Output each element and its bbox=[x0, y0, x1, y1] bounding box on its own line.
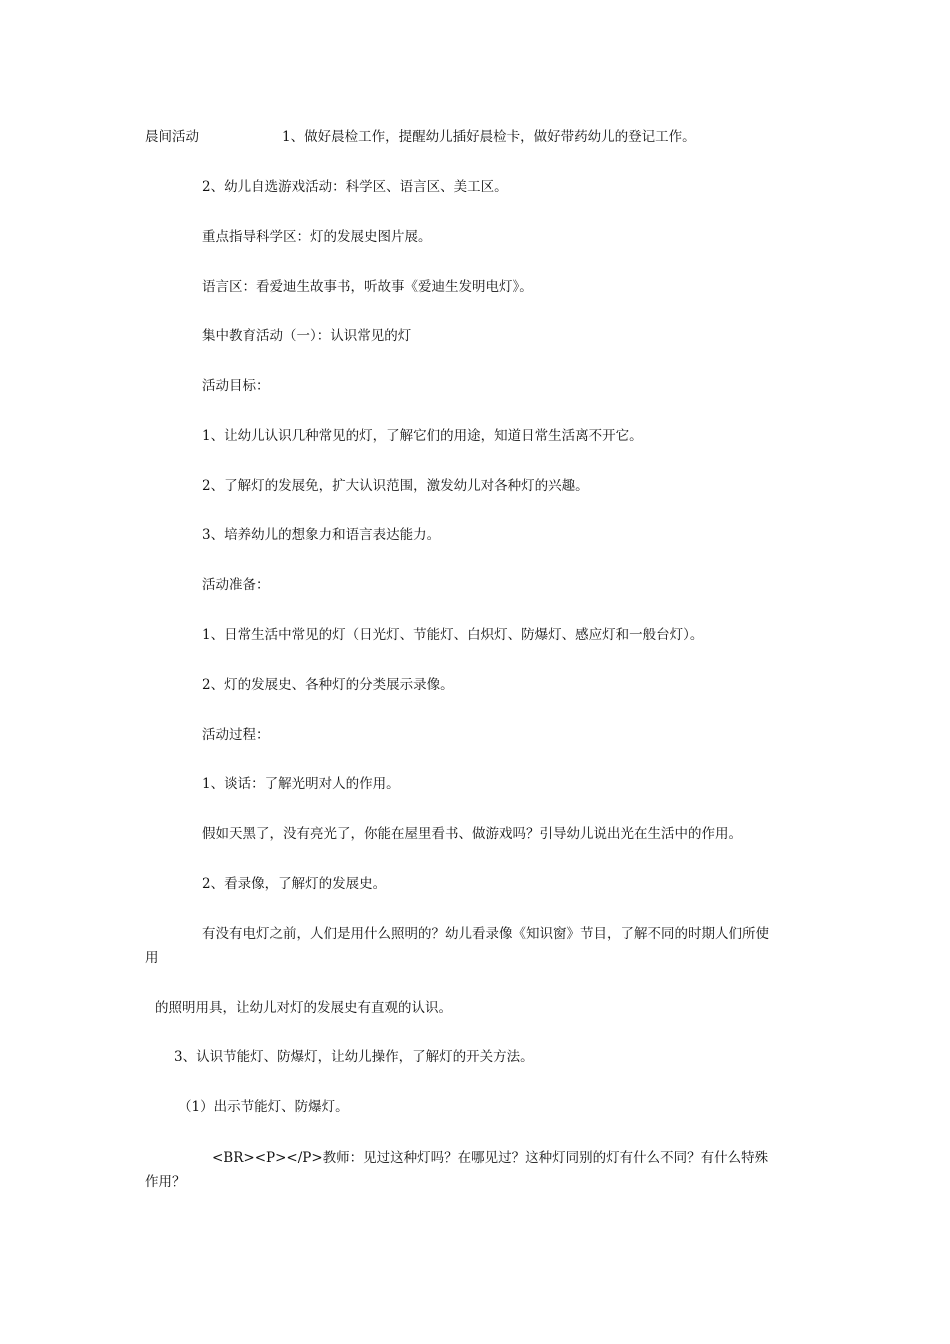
paragraph-free-play: 2、幼儿自选游戏活动：科学区、语言区、美工区。 bbox=[202, 179, 508, 195]
process-step-2: 2、看录像，了解灯的发展史。 bbox=[202, 876, 387, 892]
process-step-3-sub-1: （1）出示节能灯、防爆灯。 bbox=[178, 1099, 349, 1115]
process-step-3: 3、认识节能灯、防爆灯，让幼儿操作，了解灯的开关方法。 bbox=[174, 1049, 534, 1065]
morning-activity-line bbox=[145, 128, 696, 146]
process-step-2-detail: 有没有电灯之前，人们是用什么照明的？幼儿看录像《知识窗》节目，了解不同的时期人们所使 bbox=[202, 926, 769, 942]
heading-activity-process: 活动过程： bbox=[202, 727, 270, 743]
heading-activity-preparation: 活动准备： bbox=[202, 577, 270, 593]
goal-item-3: 3、培养幼儿的想象力和语言表达能力。 bbox=[202, 527, 441, 543]
preparation-item-1: 1、日常生活中常见的灯（日光灯、节能灯、白炽灯、防爆灯、感应灯和一般台灯）。 bbox=[202, 627, 704, 643]
process-step-1-detail: 假如天黑了，没有亮光了，你能在屋里看书、做游戏吗？引导幼儿说出光在生活中的作用。 bbox=[202, 826, 742, 842]
process-step-2-detail-cont: 的照明用具，让幼儿对灯的发展史有直观的认识。 bbox=[155, 1000, 452, 1016]
preparation-item-2: 2、灯的发展史、各种灯的分类展示录像。 bbox=[202, 677, 454, 693]
process-step-2-detail-wrap: 用 bbox=[145, 950, 159, 966]
morning-activity-label: 晨间活动 bbox=[145, 129, 199, 145]
process-step-1: 1、谈话：了解光明对人的作用。 bbox=[202, 776, 400, 792]
teacher-question-wrap: 作用？ bbox=[145, 1174, 186, 1190]
goal-item-1: 1、让幼儿认识几种常见的灯，了解它们的用途，知道日常生活离不开它。 bbox=[202, 428, 643, 444]
paragraph-activity-title: 集中教育活动（一）：认识常见的灯 bbox=[202, 328, 412, 344]
paragraph-language-area: 语言区：看爱迪生故事书，听故事《爱迪生发明电灯》。 bbox=[202, 279, 533, 295]
morning-activity-item-1: 1、做好晨检工作，提醒幼儿插好晨检卡，做好带药幼儿的登记工作。 bbox=[282, 129, 696, 145]
heading-activity-goals: 活动目标： bbox=[202, 378, 270, 394]
goal-item-2: 2、了解灯的发展免，扩大认识范围，激发幼儿对各种灯的兴趣。 bbox=[202, 478, 589, 494]
paragraph-science-focus: 重点指导科学区：灯的发展史图片展。 bbox=[202, 229, 432, 245]
teacher-question: <BR><P></P>教师：见过这种灯吗？在哪见过？这种灯同别的灯有什么不同？有什么特殊 bbox=[212, 1150, 769, 1166]
